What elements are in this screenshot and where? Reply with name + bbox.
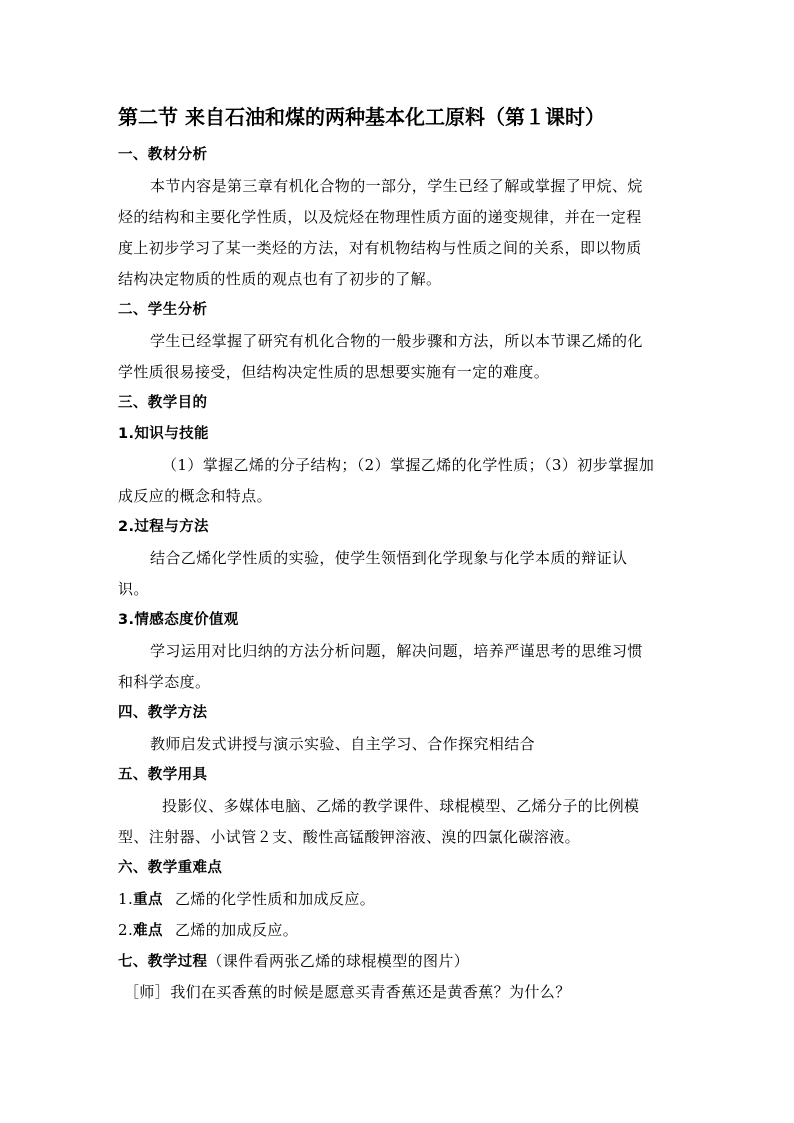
difficult-point-text: 乙烯的加成反应。 — [174, 921, 299, 939]
difficult-point-label: 难点 — [133, 923, 163, 939]
key-point-label: 重点 — [133, 892, 163, 908]
key-point-number: 1. — [118, 890, 134, 908]
paragraph-line: 学生已经掌握了研究有机化合物的一般步骤和方法，所以本节课乙烯的化 — [150, 332, 643, 350]
dialogue-line: ［师］我们在买香蕉的时候是愿意买青香蕉还是黄香蕉？为什么？ — [124, 983, 571, 1001]
section-heading-key-difficult-points: 六、教学重难点 — [118, 860, 223, 876]
key-point-line — [118, 888, 678, 911]
paragraph-line: 烃的结构和主要化学性质，以及烷烃在物理性质方面的递变规律，并在一定程 — [118, 208, 642, 226]
paragraph-line: 教师启发式讲授与演示实验、自主学习、合作探究相结合 — [150, 735, 536, 753]
paragraph-line: 结合乙烯化学性质的实验，使学生领悟到化学现象与化学本质的辩证认 — [150, 549, 628, 567]
page-title: 第二节 来自石油和煤的两种基本化工原料（第１课时） — [118, 105, 605, 129]
section-heading-teaching-process-line — [118, 950, 678, 973]
difficult-point-number: 2. — [118, 921, 134, 939]
paragraph-line: 学习运用对比归纳的方法分析问题，解决问题，培养严谨思考的思维习惯 — [150, 642, 643, 660]
section-heading-teaching-methods: 四、教学方法 — [118, 705, 208, 721]
key-point-text: 乙烯的化学性质和加成反应。 — [174, 890, 376, 908]
paragraph-line: 度上初步学习了某一类烃的方法，对有机物结构与性质之间的关系，即以物质 — [118, 239, 642, 257]
paragraph-line: 结构决定物质的性质的观点也有了初步的了解。 — [118, 270, 442, 288]
paragraph-line: 型、注射器、小试管２支、酸性高锰酸钾溶液、溴的四氯化碳溶液。 — [118, 828, 581, 846]
difficult-point-line — [118, 919, 678, 942]
paragraph-line: 本节内容是第三章有机化合物的一部分，学生已经了解或掌握了甲烷、烷 — [150, 177, 643, 195]
section-heading-teaching-aids: 五、教学用具 — [118, 767, 208, 783]
section-heading-teaching-objectives: 三、教学目的 — [118, 395, 208, 411]
paragraph-line: 投影仪、多媒体电脑、乙烯的教学课件、球棍模型、乙烯分子的比例模 — [162, 797, 640, 815]
section-heading-teaching-process: 七、教学过程 — [118, 954, 208, 970]
paragraph-line: 识。 — [118, 580, 149, 598]
section-heading-textbook-analysis: 一、教材分析 — [118, 147, 208, 163]
paragraph-line: （1）掌握乙烯的分子结构；（2）掌握乙烯的化学性质；（3）初步掌握加 — [162, 456, 655, 474]
paragraph-line: 和科学态度。 — [118, 673, 211, 691]
subheading-knowledge-skills: 1.知识与技能 — [118, 426, 209, 442]
subheading-process-methods: 2.过程与方法 — [118, 519, 209, 535]
subheading-attitudes-values: 3.情感态度价值观 — [118, 612, 239, 628]
paragraph-line: 学性质很易接受，但结构决定性质的思想要实施有一定的难度。 — [118, 363, 550, 381]
paragraph-line: 成反应的概念和特点。 — [118, 487, 273, 505]
section-heading-student-analysis: 二、学生分析 — [118, 302, 208, 318]
section-heading-note: （课件看两张乙烯的球棍模型的图片） — [207, 952, 470, 970]
